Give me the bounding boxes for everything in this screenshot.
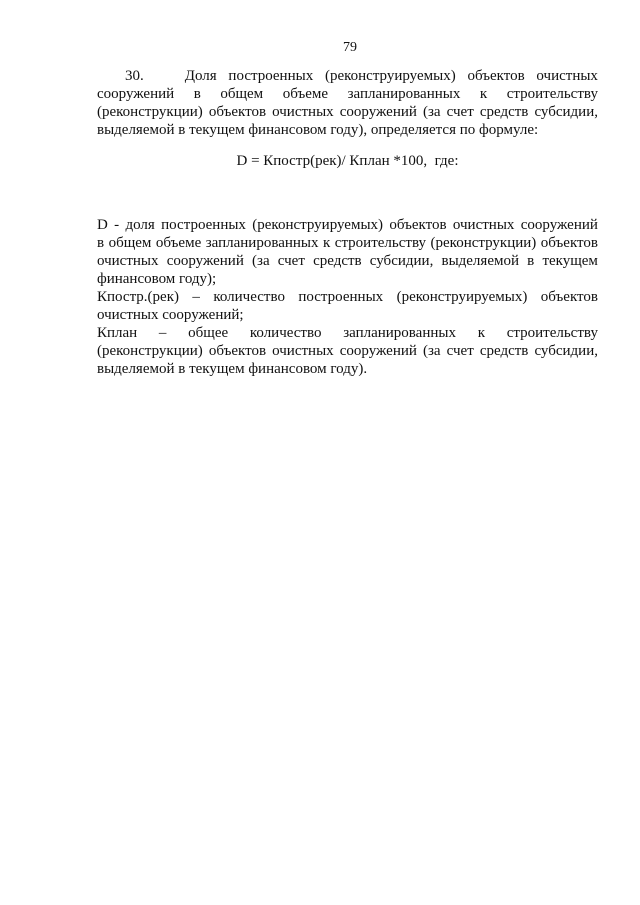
definition-d-line-1: [97, 216, 598, 234]
word: очистных: [452, 217, 515, 233]
word: сооружений: [520, 217, 598, 233]
word: в: [97, 235, 105, 251]
word: (реконструируемых): [396, 289, 528, 305]
word: в: [527, 253, 535, 269]
word: строительству: [506, 86, 598, 102]
word: запланированных: [347, 86, 461, 102]
word: очистных: [272, 343, 334, 359]
definition-d: [97, 216, 598, 288]
word: очистных: [272, 104, 334, 120]
term-kpostr: Кпостр.(рек): [97, 289, 179, 305]
definition-d-line-2: [97, 234, 598, 252]
word: к: [477, 325, 485, 341]
word: (реконструкции): [430, 235, 537, 251]
word: Доля: [184, 68, 217, 84]
formula: D = Кпостр(рек)/ Кплан *100, где:: [236, 153, 459, 169]
word: количество: [249, 325, 322, 341]
word: очистных: [536, 68, 598, 84]
word: счет: [446, 104, 474, 120]
word: (реконструкции): [97, 343, 203, 359]
definition-d-line-4: финансовом году);: [97, 271, 217, 287]
definition-d-line-3: [97, 252, 598, 270]
page-number: 79: [343, 40, 357, 55]
word: (за: [252, 253, 270, 269]
word: сооружений: [339, 104, 417, 120]
definition-kplan: [97, 324, 598, 378]
definition-kplan-line-2: [97, 342, 598, 360]
word: запланированных: [343, 325, 456, 341]
word: объектов: [467, 68, 525, 84]
word: (за: [422, 104, 441, 120]
word: средств: [479, 343, 529, 359]
term-d: D: [97, 217, 108, 233]
word: текущем: [542, 253, 598, 269]
word: объектов: [389, 217, 447, 233]
word: (за: [422, 343, 441, 359]
definition-kplan-line-3: выделяемой в текущем финансовом году).: [97, 361, 368, 377]
word: построенных: [228, 68, 314, 84]
word: средств: [479, 104, 529, 120]
intro-line-3: [97, 103, 598, 121]
word: (реконструируемых): [324, 68, 456, 84]
word: построенных: [161, 217, 246, 233]
word: субсидии,: [534, 343, 598, 359]
word: построенных: [298, 289, 384, 305]
dash: –: [158, 325, 167, 341]
word: субсидии,: [369, 253, 434, 269]
word: сооружений: [97, 86, 175, 102]
word: к: [479, 86, 488, 102]
word: (реконструируемых): [252, 217, 384, 233]
word: к: [323, 235, 331, 251]
word: общем: [108, 235, 152, 251]
paragraph-30: [97, 67, 598, 139]
word: -: [114, 217, 120, 233]
word: выделяемой: [441, 253, 519, 269]
intro-line-1: [97, 67, 598, 85]
definition-kpostr-line-1: [97, 288, 598, 306]
word: средств: [313, 253, 362, 269]
word: счет: [446, 343, 474, 359]
paragraph-number: 30.: [125, 68, 144, 84]
word: строительству: [506, 325, 598, 341]
word: (реконструкции): [97, 104, 203, 120]
word: количество: [213, 289, 285, 305]
word: объектов: [208, 343, 267, 359]
dash: –: [192, 289, 200, 305]
word: объектов: [540, 235, 598, 251]
word: сооружений: [339, 343, 417, 359]
word: объектов: [208, 104, 267, 120]
definition-kpostr-line-2: очистных сооружений;: [97, 307, 244, 323]
word: общее: [188, 325, 229, 341]
word: объеме: [282, 86, 329, 102]
word: счет: [277, 253, 305, 269]
word: объеме: [155, 235, 202, 251]
definition-kplan-line-1: [97, 324, 598, 342]
definition-kpostr: [97, 288, 598, 324]
word: общем: [220, 86, 264, 102]
word: в: [193, 86, 201, 102]
word: субсидии,: [534, 104, 598, 120]
word: очистных: [97, 253, 159, 269]
term-kplan: Кплан: [97, 325, 138, 341]
word: сооружений: [166, 253, 244, 269]
intro-line-4: выделяемой в текущем финансовом году), определяется по формуле:: [97, 122, 539, 138]
word: доля: [125, 217, 155, 233]
word: запланированных: [205, 235, 319, 251]
word: строительству: [334, 235, 427, 251]
word: объектов: [540, 289, 598, 305]
intro-line-2: [97, 85, 598, 103]
